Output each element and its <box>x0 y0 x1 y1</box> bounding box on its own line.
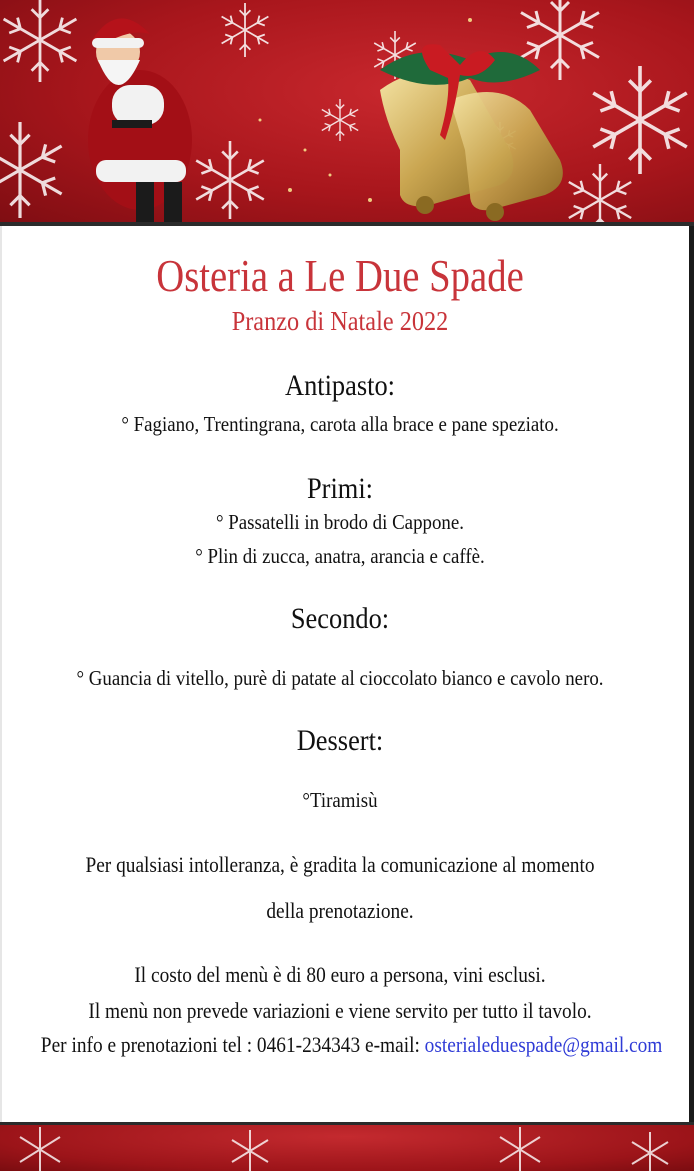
secondo-heading: Secondo: <box>290 602 390 635</box>
menu-card <box>0 226 689 1122</box>
email-link[interactable]: osterialeduespade@gmail.com <box>424 1032 663 1057</box>
primi-item-1: ° Passatelli in brodo di Cappone. <box>215 510 464 534</box>
top-christmas-banner <box>0 0 694 226</box>
event-subtitle: Pranzo di Natale 2022 <box>231 306 449 336</box>
contact-line <box>40 1032 663 1058</box>
antipasto-item: ° Fagiano, Trentingrana, carota alla brace e pane speziato. <box>121 412 559 436</box>
bottom-christmas-banner <box>0 1122 694 1171</box>
christmas-bells-icon <box>380 44 563 221</box>
bottom-snowflakes <box>0 1122 694 1171</box>
banner-decoration <box>0 0 694 226</box>
secondo-item: ° Guancia di vitello, purè di patate al cioccolato bianco e cavolo nero. <box>76 666 604 690</box>
restaurant-title: Osteria a Le Due Spade <box>156 251 524 301</box>
right-frame-edge <box>689 226 694 1122</box>
intolerance-note-line-2: della prenotazione. <box>266 898 414 923</box>
primi-heading: Primi: <box>306 472 373 505</box>
service-note: Il menù non prevede variazioni e viene servito per tutto il tavolo. <box>88 998 592 1023</box>
contact-text: Per info e prenotazioni tel : 0461-234343 e-mail: <box>40 1032 425 1057</box>
intolerance-note-line-1: Per qualsiasi intolleranza, è gradita la comunicazione al momento <box>85 852 595 877</box>
dessert-heading: Dessert: <box>296 724 384 757</box>
dessert-item: °Tiramisù <box>302 788 378 812</box>
price-note: Il costo del menù è di 80 euro a persona, vini esclusi. <box>134 962 546 987</box>
antipasto-heading: Antipasto: <box>285 369 395 402</box>
santa-claus-illustration <box>88 18 192 222</box>
primi-item-2: ° Plin di zucca, anatra, arancia e caffè. <box>195 544 485 568</box>
